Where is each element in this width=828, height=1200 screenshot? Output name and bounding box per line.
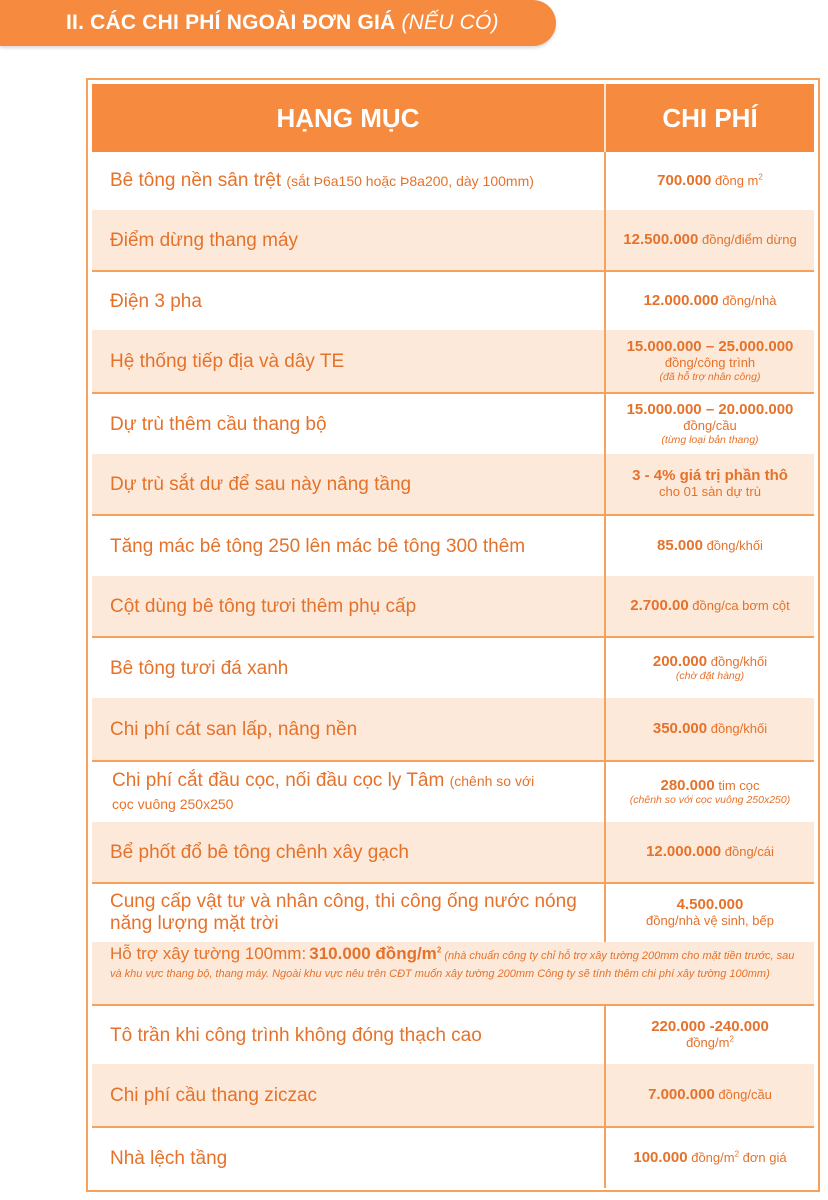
table-row: Dự trù sắt dư để sau này nâng tầng 3 - 4% giá trị phần thô cho 01 sàn dự trù — [92, 454, 814, 514]
table-row: Bê tông nền sân trệt (sắt Þ6a150 hoặc Þ8a200, dày 100mm) 700.000 đồng $m^2$ — [92, 152, 814, 210]
table-row: Cung cấp vật tư và nhân công, thi công ống nước nóng năng lượng mặt trời 4.500.000 đồng/nhà vệ sinh, bếp — [92, 882, 814, 942]
support-note-row: Hỗ trợ xây tường 100mm: 310.000 đồng/$m^2$ (nhà chuẩn công ty chỉ hỗ trợ xây tường 200mm cho mặt tiền trước, sau và khu vực thang bộ, thang máy. Ngoài khu vực nêu trên CĐT muốn xây tường 200mm Công ty sẽ tính thêm chi phí xây tường 100mm) — [92, 942, 814, 1004]
table-row: Cột dùng bê tông tươi thêm phụ cấp 2.700.00 đồng/ca bơm cột — [92, 576, 814, 636]
table-row: Tăng mác bê tông 250 lên mác bê tông 300 thêm 85.000 đồng/khối — [92, 514, 814, 576]
header-cost: CHI PHÍ — [662, 102, 758, 133]
header-item: HẠNG MỤC — [92, 84, 606, 152]
table-row: Bể phốt đổ bê tông chênh xây gạch 12.000.000 đồng/cái — [92, 822, 814, 882]
table-row: Điện 3 pha 12.000.000 đồng/nhà — [92, 270, 814, 330]
table-row: Chi phí cầu thang ziczac 7.000.000 đồng/cầu — [92, 1064, 814, 1126]
table-row: Chi phí cát san lấp, nâng nền 350.000 đồng/khối — [92, 698, 814, 760]
table-row: Chi phí cắt đầu cọc, nối đầu cọc ly Tâm (chênh so với cọc vuông 250x250 280.000 tim cọc (chênh so với cọc vuông 250x250) — [92, 760, 814, 822]
table-row: Dự trù thêm cầu thang bộ 15.000.000 – 20.000.000 đồng/cầu (từng loại bản thang) — [92, 392, 814, 454]
cost-table — [86, 78, 820, 1192]
table-header — [92, 84, 814, 152]
table-row: Nhà lệch tầng 100.000 đồng/$m^2$ đơn giá — [92, 1126, 814, 1188]
table-row: Hệ thống tiếp địa và dây TE 15.000.000 – 25.000.000 đồng/công trình (đã hỗ trợ nhân công) — [92, 330, 814, 392]
table-row: Tô trần khi công trình không đóng thạch cao 220.000 -240.000 đồng/$m^2$ — [92, 1004, 814, 1064]
table-row: Điểm dừng thang máy 12.500.000 đồng/điểm dừng — [92, 210, 814, 270]
section-title: II. CÁC CHI PHÍ NGOÀI ĐƠN GIÁ (NẾU CÓ) — [66, 11, 499, 34]
table-row: Bê tông tươi đá xanh 200.000 đồng/khối (chờ đặt hàng) — [92, 636, 814, 698]
section-banner — [0, 0, 556, 46]
